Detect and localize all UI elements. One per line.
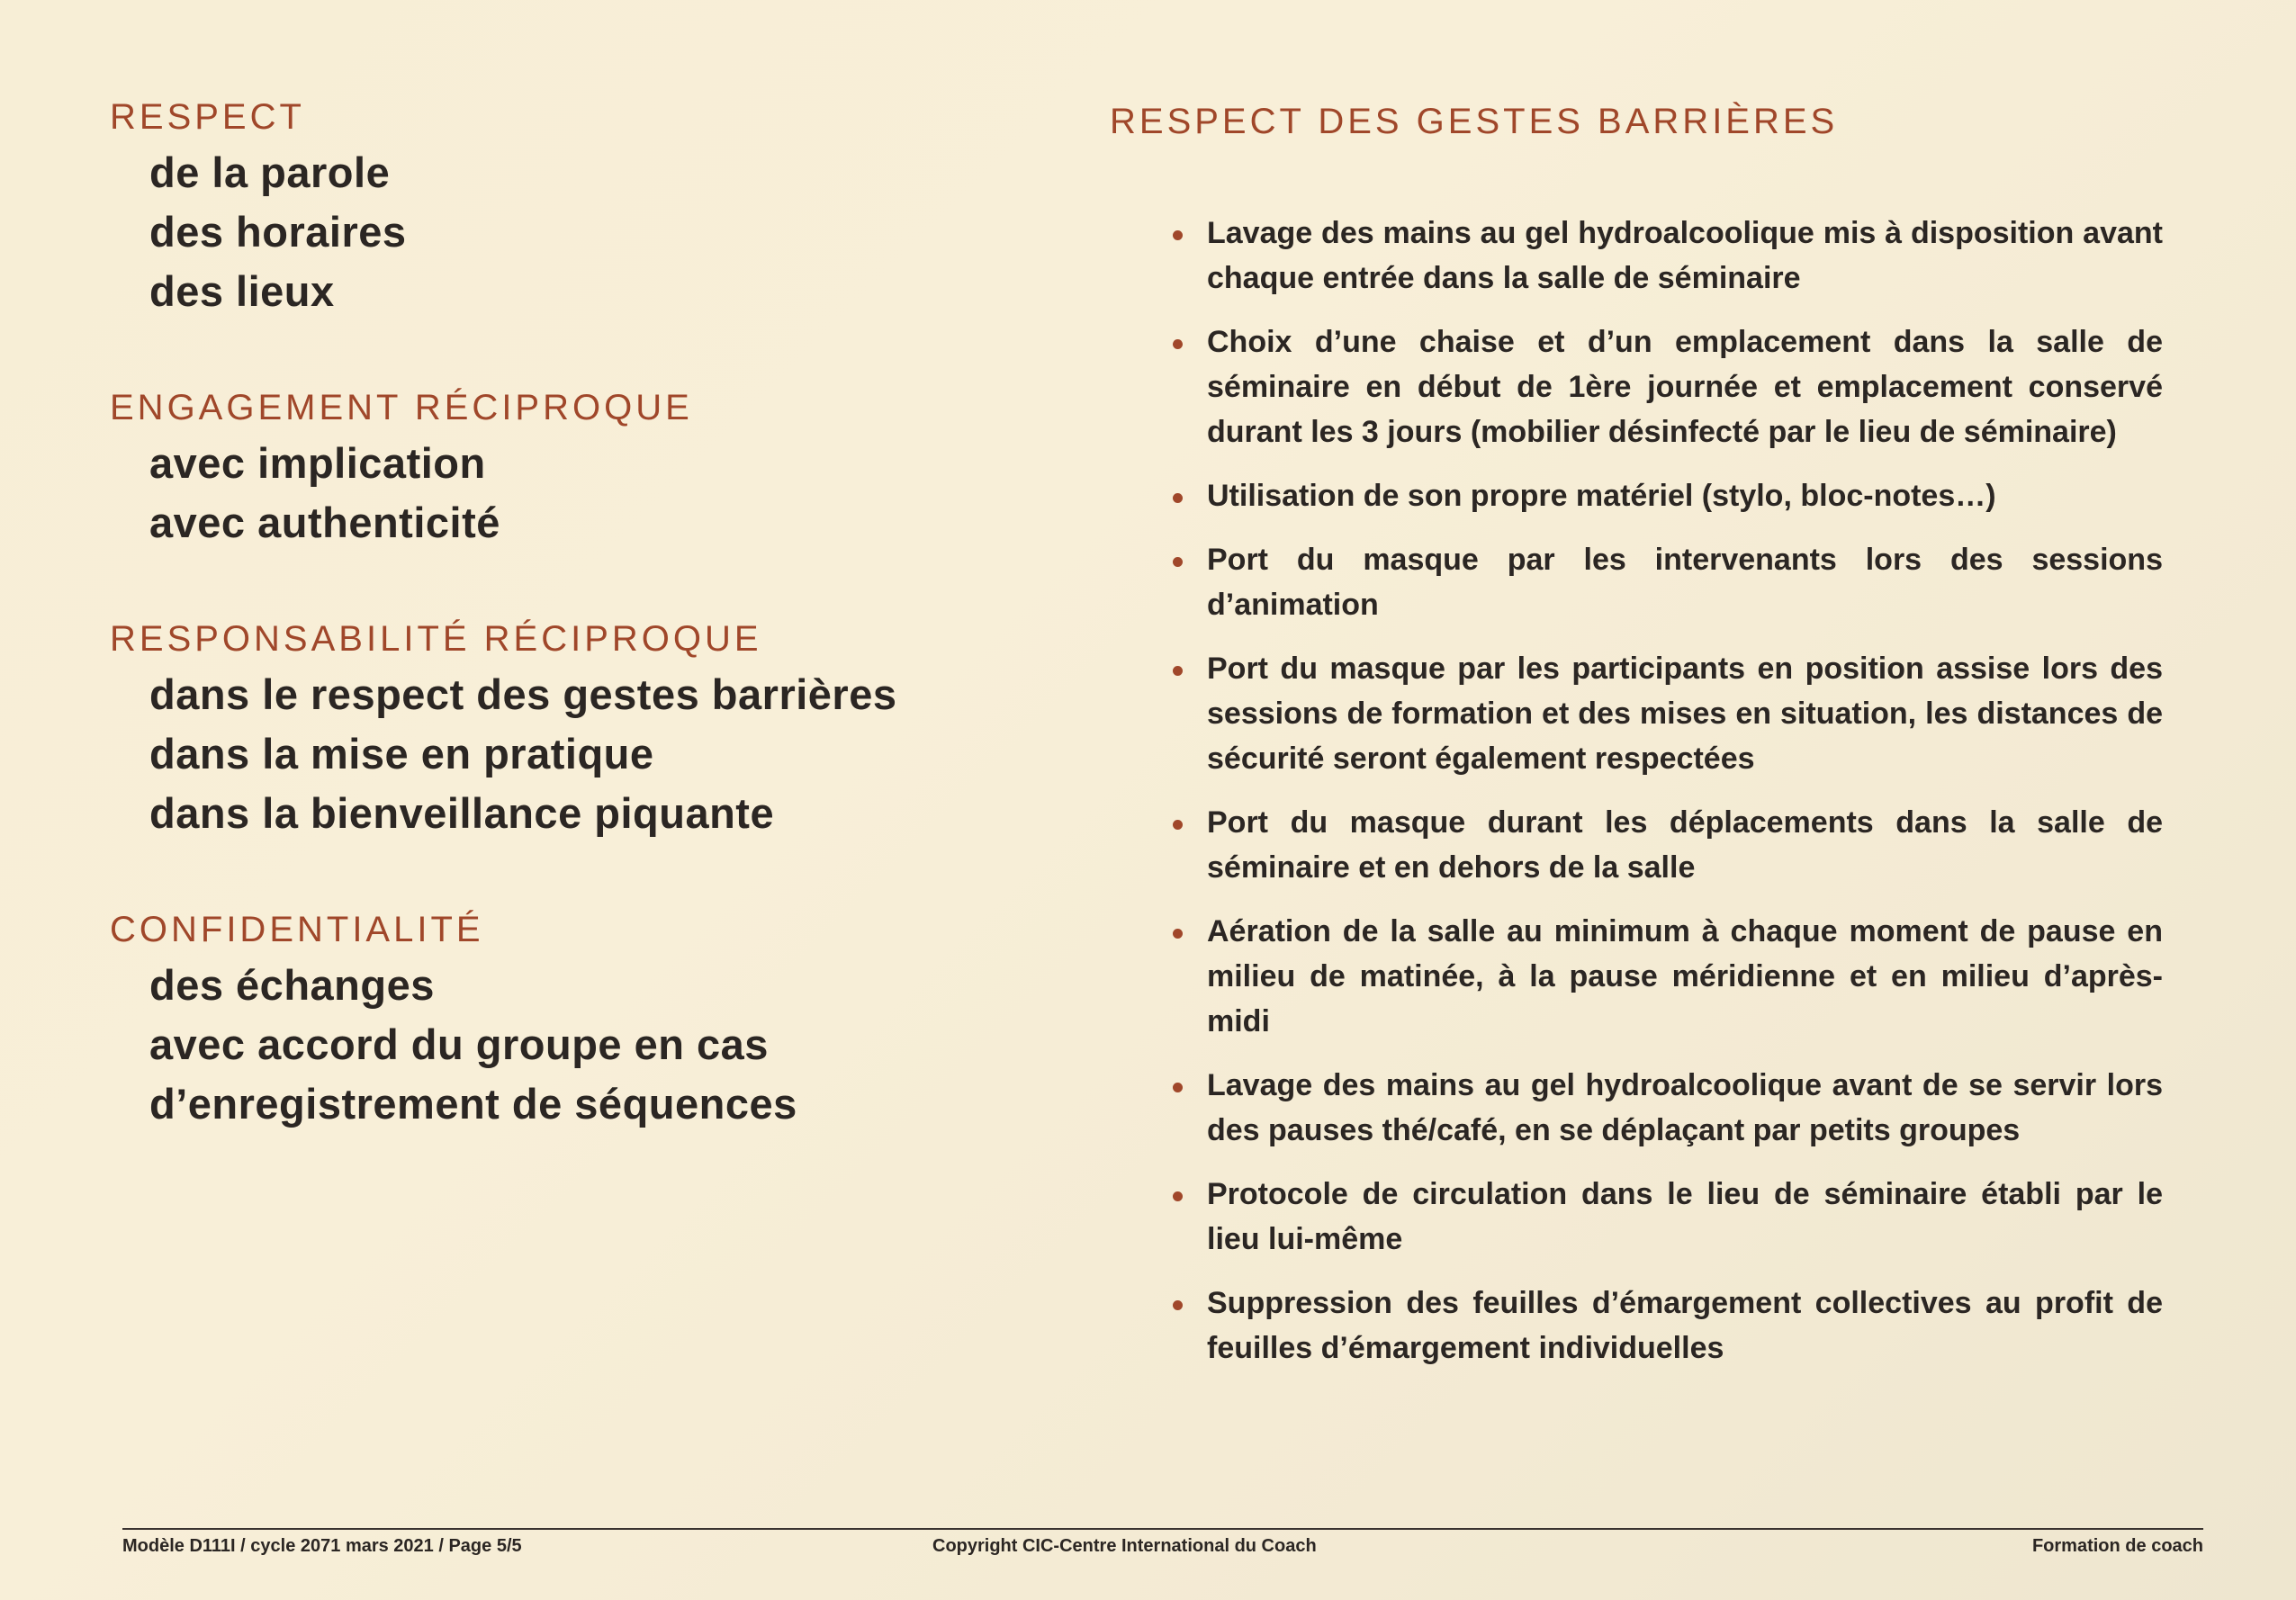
list-item — [1110, 1063, 2163, 1153]
section-confidentialite — [110, 910, 1010, 1134]
section-respect — [110, 97, 1010, 321]
list-item — [1110, 537, 2163, 627]
footer-divider — [122, 1528, 2203, 1530]
section-engagement — [110, 388, 1010, 553]
bullet-icon — [1173, 230, 1183, 240]
bullet-icon — [1173, 493, 1183, 503]
bullet-icon — [1173, 666, 1183, 676]
list-item-text: Aération de la salle au minimum à chaque moment de pause en milieu de matinée, à la pause méridienne et en milieu d’après-midi — [1207, 914, 2163, 1038]
barrier-gestures-list — [1110, 211, 2163, 1371]
section-line: des échanges — [149, 961, 435, 1009]
footer-copyright: Copyright CIC-Centre International du Coach — [932, 1536, 1317, 1556]
list-item-text: Lavage des mains au gel hydroalcoolique mis à disposition avant chaque entrée dans la salle de séminaire — [1207, 216, 2163, 295]
bullet-icon — [1173, 929, 1183, 939]
section-line: d’enregistrement de séquences — [149, 1080, 797, 1128]
list-item-text: Port du masque par les participants en position assise lors des sessions de formation et des mises en situation, les distances de sécurité seront également respectées — [1207, 652, 2163, 776]
section-responsabilite — [110, 619, 1010, 843]
list-item-text: Port du masque durant les déplacements dans la salle de séminaire et en dehors de la salle — [1207, 805, 2163, 885]
section-line: de la parole — [149, 148, 391, 196]
list-item-text: Lavage des mains au gel hydroalcoolique avant de se servir lors des pauses thé/café, en se déplaçant par petits groupes — [1207, 1068, 2163, 1147]
list-item — [1110, 646, 2163, 781]
section-line: avec accord du groupe en cas — [149, 1020, 769, 1068]
section-line: avec implication — [149, 439, 486, 487]
list-item — [1110, 211, 2163, 301]
list-item — [1110, 800, 2163, 890]
section-heading: RESPECT — [110, 97, 305, 137]
section-line: avec authenticité — [149, 499, 500, 546]
bullet-icon — [1173, 1083, 1183, 1092]
list-item-text: Suppression des feuilles d’émargement collectives au profit de feuilles d’émargement individuelles — [1207, 1286, 2163, 1365]
section-line: des horaires — [149, 208, 407, 256]
section-line: dans la mise en pratique — [149, 730, 654, 778]
bullet-icon — [1173, 339, 1183, 349]
list-item — [1110, 909, 2163, 1044]
list-item-text: Protocole de circulation dans le lieu de séminaire établi par le lieu lui-même — [1207, 1177, 2163, 1256]
charter-left-column — [110, 97, 1010, 1200]
list-item — [1110, 473, 2163, 518]
bullet-icon — [1173, 557, 1183, 567]
footer-training-label: Formation de coach — [2031, 1536, 2203, 1556]
footer-model-info: Modèle D111I / cycle 2071 mars 2021 / Page 5/5 — [122, 1536, 522, 1556]
section-heading: RESPONSABILITÉ RÉCIPROQUE — [110, 619, 762, 659]
barrier-gestures-column — [1110, 102, 2163, 1389]
bullet-icon — [1173, 820, 1183, 830]
section-heading: ENGAGEMENT RÉCIPROQUE — [110, 388, 693, 427]
list-item — [1110, 1172, 2163, 1262]
list-item-text: Utilisation de son propre matériel (stylo, bloc-notes…) — [1207, 479, 1996, 513]
section-line: dans la bienveillance piquante — [149, 789, 775, 837]
section-heading: CONFIDENTIALITÉ — [110, 910, 484, 949]
section-line: des lieux — [149, 267, 335, 315]
list-item-text: Port du masque par les intervenants lors des sessions d’animation — [1207, 543, 2163, 622]
barrier-gestures-heading: RESPECT DES GESTES BARRIÈRES — [1110, 102, 1839, 141]
section-line: dans le respect des gestes barrières — [149, 670, 897, 718]
list-item — [1110, 1281, 2163, 1371]
list-item — [1110, 319, 2163, 454]
bullet-icon — [1173, 1191, 1183, 1201]
bullet-icon — [1173, 1300, 1183, 1310]
list-item-text: Choix d’une chaise et d’un emplacement dans la salle de séminaire en début de 1ère journée et emplacement conservé durant les 3 jours (mobilier désinfecté par le lieu de séminaire) — [1207, 325, 2163, 449]
